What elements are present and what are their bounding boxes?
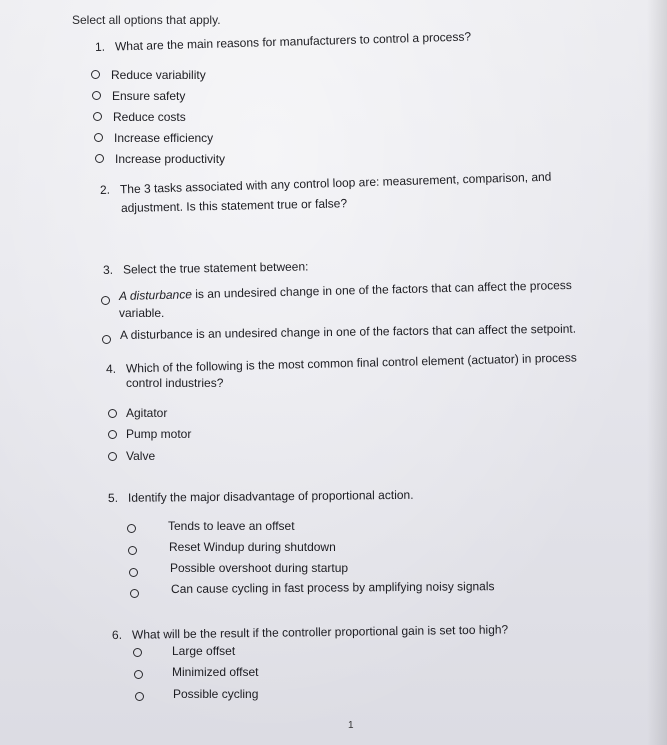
question-6-number: 6.	[111, 627, 123, 642]
question-6-text: What will be the result if the controller proportional gain is set too high?	[131, 622, 509, 642]
q5-option-4-radio[interactable]	[130, 589, 139, 598]
q1-option-4-label: Increase efficiency	[114, 131, 214, 145]
question-5-text: Identify the major disadvantage of proportional action.	[127, 487, 414, 505]
question-2-number: 2.	[99, 182, 111, 197]
instructions: Select all options that apply.	[72, 13, 221, 27]
q6-option-2-radio[interactable]	[134, 670, 143, 679]
q1-option-3-label: Reduce costs	[113, 110, 186, 124]
q6-option-3-radio[interactable]	[135, 692, 144, 701]
q3-option-1-line2: variable.	[119, 306, 165, 320]
question-2-text-line1: The 3 tasks associated with any control loop are: measurement, comparison, and	[119, 169, 552, 197]
q1-option-3-radio[interactable]	[93, 112, 102, 121]
q3-option-1-rest: is an undesired change in one of the factors that can affect the process	[191, 277, 573, 302]
question-2-text-line2: adjustment. Is this statement true or false?	[120, 196, 348, 215]
q3-option-1-italic: A disturbance	[118, 287, 193, 303]
q5-option-3-radio[interactable]	[129, 568, 138, 577]
q3-option-2-label: A disturbance is an undesired change in one of the factors that can affect the setpoint.	[119, 321, 577, 342]
question-5	[108, 488, 414, 505]
q5-option-2-label: Reset Windup during shutdown	[169, 540, 336, 554]
question-5-number: 5.	[107, 490, 119, 505]
q4-option-2-label: Pump motor	[126, 427, 192, 441]
q4-option-3-radio[interactable]	[108, 452, 117, 461]
question-2	[100, 170, 552, 197]
q1-option-4-radio[interactable]	[94, 133, 103, 142]
q3-option-2-radio[interactable]	[102, 335, 111, 344]
q5-option-3-label: Possible overshoot during startup	[170, 561, 349, 575]
question-4	[106, 350, 577, 376]
q4-option-1-radio[interactable]	[108, 409, 117, 418]
question-3-number: 3.	[102, 262, 114, 277]
q5-option-1-radio[interactable]	[127, 524, 136, 533]
q6-option-1-label: Large offset	[172, 644, 236, 658]
q5-option-1-label: Tends to leave an offset	[168, 519, 295, 533]
question-3	[103, 259, 309, 277]
q1-option-2-radio[interactable]	[92, 91, 101, 100]
q1-option-5-radio[interactable]	[95, 154, 104, 163]
question-4-text-line2: control industries?	[126, 376, 224, 390]
question-1-number: 1.	[94, 39, 106, 54]
page-edge-shadow	[647, 0, 667, 745]
question-4-text-line1: Which of the following is the most common final control element (actuator) in process	[125, 350, 577, 376]
q1-option-5-label: Increase productivity	[115, 152, 226, 166]
q1-option-1-label: Reduce variability	[111, 68, 206, 82]
q3-option-1-label	[119, 278, 572, 303]
question-4-number: 4.	[105, 361, 117, 376]
q4-option-1-label: Agitator	[126, 406, 168, 420]
q6-option-3-label: Possible cycling	[173, 687, 259, 701]
q1-option-1-radio[interactable]	[91, 70, 100, 79]
q6-option-1-radio[interactable]	[133, 648, 142, 657]
page-number: 1	[348, 720, 354, 731]
question-3-text: Select the true statement between:	[122, 259, 309, 277]
question-6	[112, 622, 508, 642]
question-1	[95, 29, 471, 53]
q6-option-2-label: Minimized offset	[172, 665, 259, 679]
q5-option-4-label: Can cause cycling in fast process by amplifying noisy signals	[170, 579, 495, 596]
q1-option-2-label: Ensure safety	[112, 89, 186, 103]
question-1-text: What are the main reasons for manufacturers to control a process?	[114, 29, 472, 54]
q5-option-2-radio[interactable]	[128, 546, 137, 555]
q4-option-3-label: Valve	[126, 449, 156, 463]
q3-option-1-radio[interactable]	[101, 296, 110, 305]
q4-option-2-radio[interactable]	[108, 430, 117, 439]
